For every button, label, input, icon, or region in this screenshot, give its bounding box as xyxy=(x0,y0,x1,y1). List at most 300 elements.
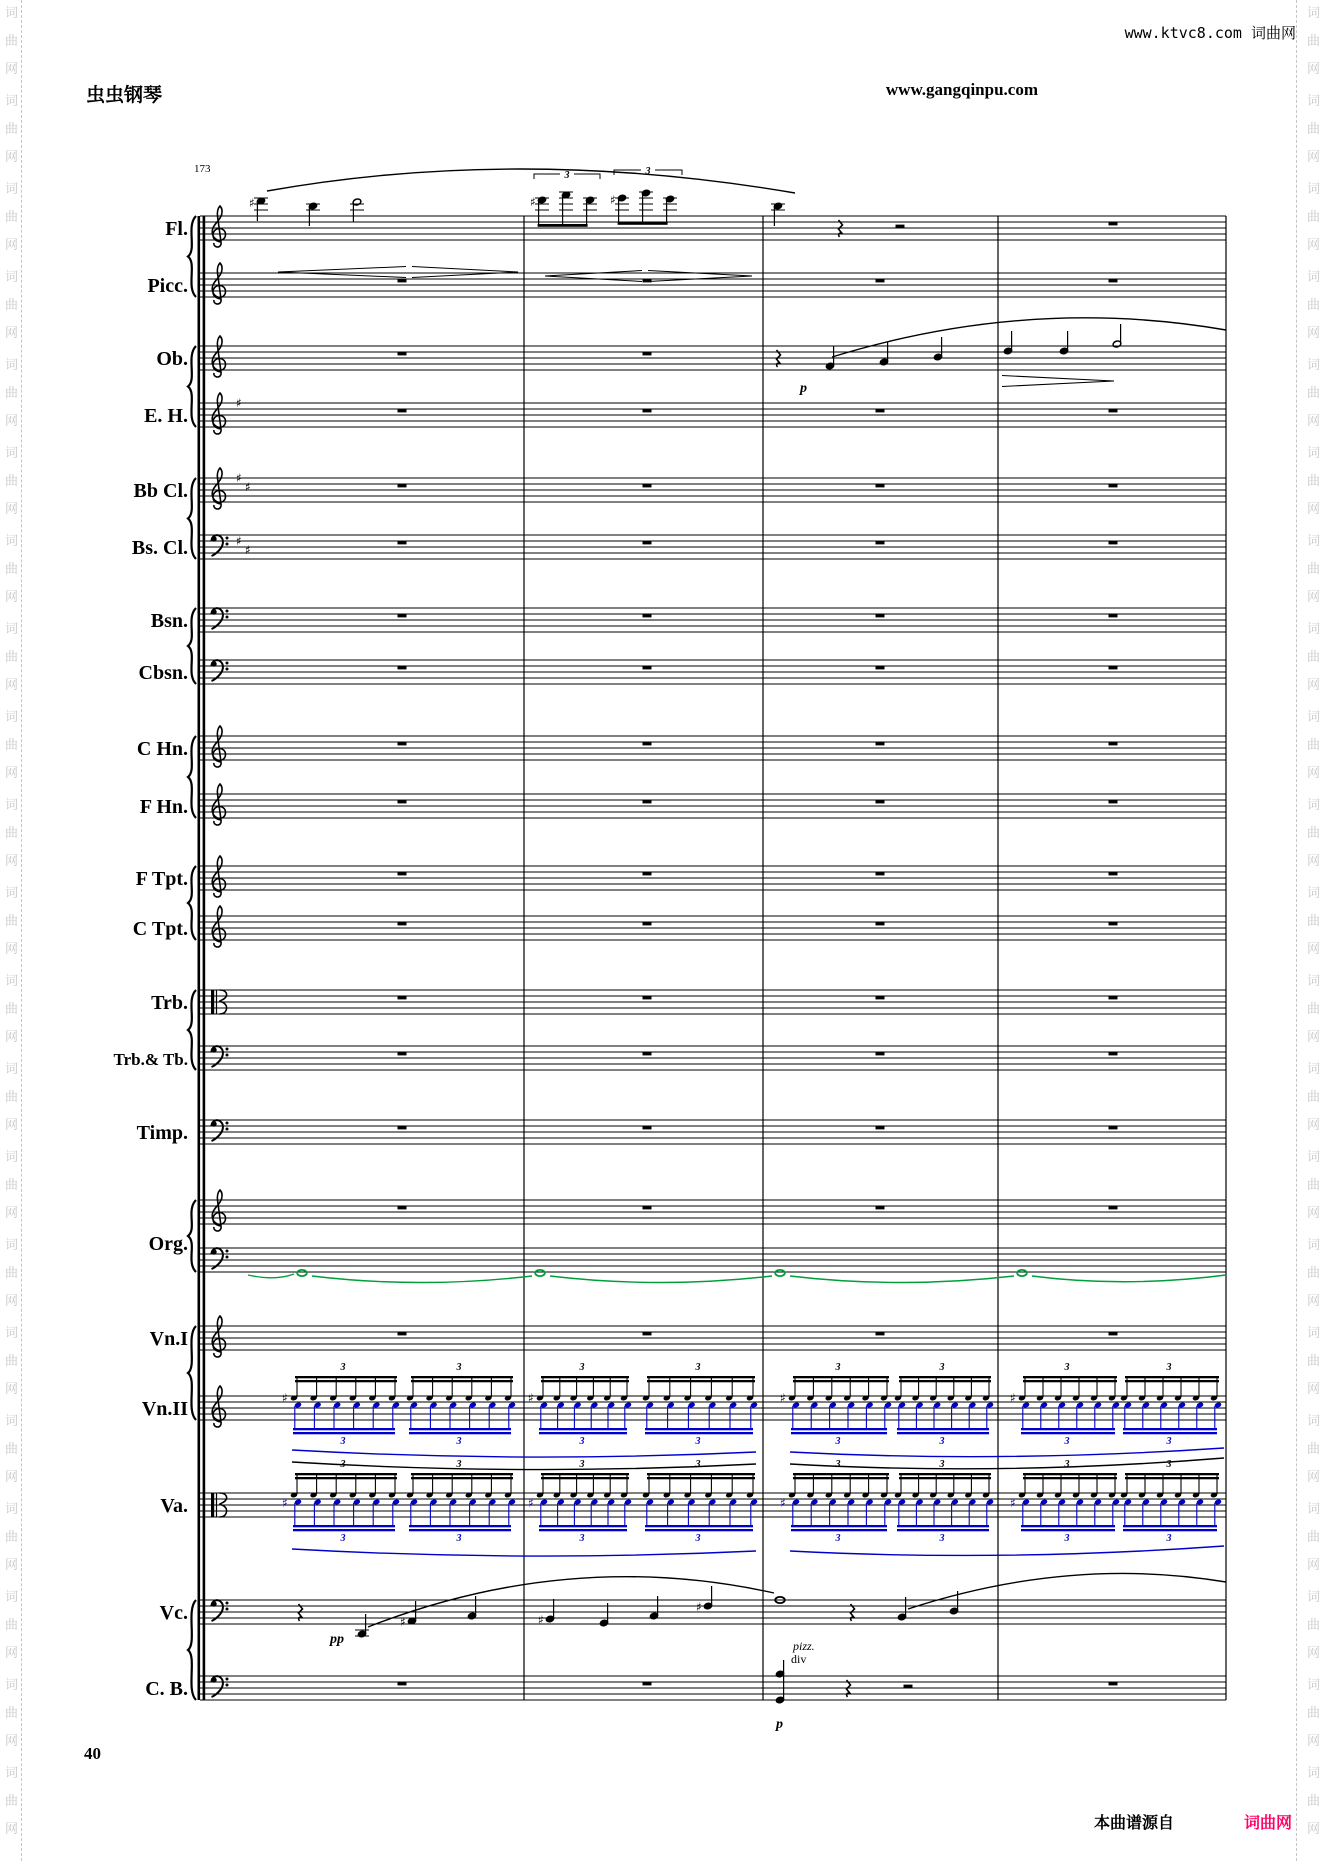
staff-label-vc: Vc. xyxy=(159,1602,188,1624)
tuplet-number: 3 xyxy=(579,1533,585,1544)
staff-label-chn: C Hn. xyxy=(136,738,188,760)
page-number: 40 xyxy=(84,1744,101,1763)
watermark-char: 网 xyxy=(5,325,19,340)
sharp-accidental: ♯ xyxy=(282,1391,288,1405)
whole-note xyxy=(1017,1270,1027,1276)
whole-note xyxy=(775,1270,785,1276)
watermark-char: 网 xyxy=(5,1469,19,1484)
sharp-accidental: ♯ xyxy=(696,1600,702,1614)
sharp-accidental: ♯ xyxy=(538,1613,544,1627)
sharp-accidental: ♯ xyxy=(249,196,255,210)
whole-rest xyxy=(643,614,652,617)
watermark-char: 词 xyxy=(1307,797,1321,812)
watermark-char: 网 xyxy=(5,1117,19,1132)
watermark-char: 词 xyxy=(1307,1237,1321,1252)
watermark-char: 曲 xyxy=(5,297,19,312)
whole-rest xyxy=(643,742,652,745)
watermark-char: 曲 xyxy=(5,473,19,488)
whole-rest xyxy=(643,800,652,803)
watermark-char: 词 xyxy=(1307,93,1321,108)
watermark-char: 曲 xyxy=(1307,1001,1321,1016)
watermark-char: 网 xyxy=(5,501,19,516)
slur xyxy=(312,1276,532,1283)
system-barline xyxy=(198,216,201,1700)
whole-note xyxy=(297,1270,307,1276)
whole-rest xyxy=(398,996,407,999)
whole-rest xyxy=(1109,872,1118,875)
whole-rest xyxy=(1109,922,1118,925)
staff-label-vn2: Vn.II xyxy=(141,1398,188,1420)
treble-clef-icon xyxy=(212,906,225,947)
whole-rest xyxy=(876,484,885,487)
beam xyxy=(538,224,588,227)
watermark-char: 曲 xyxy=(5,33,19,48)
watermark-char: 网 xyxy=(1307,1381,1321,1396)
staff-label-picc: Picc. xyxy=(147,275,188,297)
watermark-char: 网 xyxy=(5,61,19,76)
half-rest xyxy=(896,225,905,228)
tuplet-number: 3 xyxy=(835,1459,841,1470)
watermark-char: 词 xyxy=(1307,1677,1321,1692)
whole-rest xyxy=(643,996,652,999)
slur xyxy=(790,1448,1224,1457)
whole-rest xyxy=(643,1682,652,1685)
tuplet-number: 3 xyxy=(340,1533,346,1544)
staff-cb xyxy=(145,1639,1226,1732)
whole-rest xyxy=(643,666,652,669)
sharp-accidental: ♯ xyxy=(610,193,616,207)
whole-rest xyxy=(398,541,407,544)
sharp-accidental: ♯ xyxy=(530,195,536,209)
watermark-char: 词 xyxy=(1307,269,1321,284)
staff-label-timp: Timp. xyxy=(136,1122,188,1144)
whole-rest xyxy=(398,279,407,282)
whole-rest xyxy=(876,872,885,875)
watermark-char: 词 xyxy=(1307,1061,1321,1076)
staff-label-vn1: Vn.I xyxy=(149,1328,188,1350)
measure-number: 173 xyxy=(194,163,211,175)
whole-rest xyxy=(643,922,652,925)
annotation-text: p xyxy=(776,1717,783,1732)
slur xyxy=(267,169,795,193)
staff-label-bsn: Bsn. xyxy=(150,610,188,632)
whole-rest xyxy=(643,279,652,282)
whole-rest xyxy=(876,922,885,925)
whole-rest xyxy=(643,541,652,544)
whole-rest xyxy=(1109,996,1118,999)
treble-clef-icon xyxy=(212,856,225,897)
watermark-char: 曲 xyxy=(1307,1529,1321,1544)
whole-rest xyxy=(1109,1052,1118,1055)
watermark-char: 词 xyxy=(5,93,19,108)
watermark-char: 词 xyxy=(1307,709,1321,724)
tuplet-number: 3 xyxy=(1064,1436,1070,1447)
tuplet-number: 3 xyxy=(645,166,651,177)
tuplet-number: 3 xyxy=(1064,1362,1070,1373)
watermark-char: 网 xyxy=(5,677,19,692)
footer-source-label: 本曲谱源自 xyxy=(1094,1815,1175,1832)
watermark-char: 曲 xyxy=(1307,209,1321,224)
slur xyxy=(790,1276,1014,1283)
tuplet-number: 3 xyxy=(695,1533,701,1544)
watermark-char: 词 xyxy=(5,5,19,20)
beam xyxy=(618,222,668,225)
watermark-char: 词 xyxy=(5,1325,19,1340)
annotation-text: div xyxy=(791,1652,807,1666)
watermark-char: 曲 xyxy=(1307,1617,1321,1632)
whole-rest xyxy=(876,1126,885,1129)
whole-rest xyxy=(876,1332,885,1335)
watermark-char: 曲 xyxy=(5,1617,19,1632)
whole-rest xyxy=(643,1206,652,1209)
watermark-char: 网 xyxy=(1307,1205,1321,1220)
whole-rest xyxy=(643,872,652,875)
watermark-char: 网 xyxy=(1307,325,1321,340)
whole-rest xyxy=(1109,742,1118,745)
watermark-char: 网 xyxy=(5,413,19,428)
staff-timp xyxy=(137,1120,1226,1144)
watermark-char: 词 xyxy=(5,533,19,548)
slur xyxy=(790,1546,1224,1555)
staff-label-eh: E. H. xyxy=(144,405,188,427)
watermark-char: 曲 xyxy=(5,649,19,664)
whole-rest xyxy=(398,742,407,745)
tuplet-number: 3 xyxy=(695,1362,701,1373)
watermark-char: 曲 xyxy=(1307,1265,1321,1280)
tremolo-vn2 xyxy=(282,1362,1224,1457)
whole-rest xyxy=(876,742,885,745)
whole-rest xyxy=(876,800,885,803)
staff-label-ob: Ob. xyxy=(156,348,188,370)
watermark-char: 网 xyxy=(5,941,19,956)
annotation-text: pp xyxy=(330,1632,344,1647)
watermark-char: 网 xyxy=(5,237,19,252)
watermark-char: 网 xyxy=(1307,853,1321,868)
watermark-char: 曲 xyxy=(1307,1793,1321,1808)
half-rest xyxy=(904,1685,913,1688)
whole-rest xyxy=(643,1126,652,1129)
whole-rest xyxy=(398,1206,407,1209)
sharp-accidental: ♯ xyxy=(780,1391,786,1405)
treble-clef-icon xyxy=(212,1386,225,1427)
whole-rest xyxy=(398,666,407,669)
staff-orgt xyxy=(149,1190,1226,1255)
watermark-char: 曲 xyxy=(1307,1353,1321,1368)
watermark-char: 词 xyxy=(5,1589,19,1604)
watermark-char: 词 xyxy=(1307,1149,1321,1164)
whole-rest xyxy=(876,279,885,282)
staff-label-bbcl: Bb Cl. xyxy=(133,480,188,502)
tuplet-number: 3 xyxy=(579,1362,585,1373)
whole-rest xyxy=(876,541,885,544)
watermark-char: 词 xyxy=(1307,1501,1321,1516)
slur xyxy=(790,1458,1224,1469)
watermark-char: 网 xyxy=(1307,61,1321,76)
tuplet-number: 3 xyxy=(456,1362,462,1373)
whole-rest xyxy=(398,1052,407,1055)
whole-rest xyxy=(1109,279,1118,282)
watermark-char: 网 xyxy=(5,1645,19,1660)
watermark-char: 网 xyxy=(1307,765,1321,780)
watermark-char: 曲 xyxy=(5,561,19,576)
whole-rest xyxy=(1109,409,1118,412)
watermark-char: 词 xyxy=(5,885,19,900)
watermark-char: 网 xyxy=(1307,1117,1321,1132)
watermark-char: 网 xyxy=(5,1029,19,1044)
tuplet-number: 3 xyxy=(1166,1459,1172,1470)
watermark-char: 曲 xyxy=(1307,913,1321,928)
watermark-char: 曲 xyxy=(5,209,19,224)
whole-rest xyxy=(1109,1206,1118,1209)
watermark-char: 曲 xyxy=(5,1353,19,1368)
watermark-char: 词 xyxy=(1307,1765,1321,1780)
treble-clef-icon xyxy=(212,468,225,509)
whole-rest xyxy=(876,1206,885,1209)
tuplet-number: 3 xyxy=(695,1436,701,1447)
tuplet-number: 3 xyxy=(939,1533,945,1544)
slur xyxy=(550,1276,772,1283)
staff-trbtb xyxy=(114,1046,1226,1070)
whole-rest xyxy=(398,800,407,803)
staff-fhn xyxy=(140,784,1226,825)
watermark-char: 词 xyxy=(5,1237,19,1252)
watermark-char: 词 xyxy=(5,973,19,988)
watermark-char: 曲 xyxy=(5,1441,19,1456)
staff-brace xyxy=(188,478,196,559)
staff-label-ctpt: C Tpt. xyxy=(132,918,188,940)
watermark-char: 曲 xyxy=(1307,1705,1321,1720)
tuplet-number: 3 xyxy=(340,1362,346,1373)
watermark-char: 网 xyxy=(1307,1469,1321,1484)
watermark-char: 网 xyxy=(1307,1821,1321,1836)
watermark-char: 网 xyxy=(5,765,19,780)
watermark-char: 词 xyxy=(5,1413,19,1428)
staff-orgb xyxy=(200,1248,1226,1283)
watermark-char: 曲 xyxy=(5,1001,19,1016)
whole-rest xyxy=(398,484,407,487)
whole-rest xyxy=(876,666,885,669)
watermark-char: 网 xyxy=(5,1205,19,1220)
treble-clef-icon xyxy=(212,1190,225,1231)
watermark-char: 网 xyxy=(1307,1293,1321,1308)
staff-label-trbtb: Trb.& Tb. xyxy=(113,1050,188,1069)
right-margin-dashed-line xyxy=(1296,0,1297,1861)
annotation-text: p xyxy=(800,381,807,396)
watermark-char: 网 xyxy=(1307,413,1321,428)
whole-note xyxy=(535,1270,545,1276)
watermark-char: 词 xyxy=(1307,621,1321,636)
watermark-char: 网 xyxy=(1307,1645,1321,1660)
tuplet-number: 3 xyxy=(1064,1459,1070,1470)
treble-clef-icon xyxy=(212,393,225,434)
watermark-char: 词 xyxy=(1307,5,1321,20)
watermark-char: 曲 xyxy=(5,825,19,840)
watermark-char: 曲 xyxy=(1307,737,1321,752)
watermark-char: 词 xyxy=(1307,445,1321,460)
staff-bsn xyxy=(151,608,1226,632)
watermark-char: 曲 xyxy=(1307,649,1321,664)
right-watermark-column xyxy=(1307,0,1325,1861)
whole-rest xyxy=(1109,222,1118,225)
whole-rest xyxy=(643,1332,652,1335)
sharp-accidental: ♯ xyxy=(528,1496,534,1510)
watermark-char: 词 xyxy=(5,621,19,636)
watermark-char: 曲 xyxy=(1307,121,1321,136)
tuplet-number: 3 xyxy=(579,1436,585,1447)
staff-label-orgt: Org. xyxy=(148,1233,188,1255)
watermark-char: 网 xyxy=(5,589,19,604)
left-watermark-column xyxy=(5,0,23,1861)
watermark-char: 网 xyxy=(5,1821,19,1836)
staff-cbsn xyxy=(139,660,1226,684)
watermark-char: 曲 xyxy=(1307,385,1321,400)
watermark-char: 网 xyxy=(5,1733,19,1748)
whole-rest xyxy=(876,996,885,999)
staff-eh xyxy=(144,393,1226,434)
watermark-char: 词 xyxy=(5,709,19,724)
watermark-char: 网 xyxy=(1307,1029,1321,1044)
watermark-char: 网 xyxy=(1307,589,1321,604)
staff-label-cbsn: Cbsn. xyxy=(138,662,188,684)
treble-clef-icon xyxy=(212,1316,225,1357)
staff-fl xyxy=(165,166,1226,282)
staff-vn1 xyxy=(150,1316,1226,1357)
slur xyxy=(368,1577,774,1627)
watermark-char: 网 xyxy=(5,1557,19,1572)
watermark-char: 网 xyxy=(1307,501,1321,516)
slur xyxy=(1032,1275,1226,1282)
whole-rest xyxy=(1109,484,1118,487)
corner-site-label: www.ktvc8.com 词曲网 xyxy=(1124,24,1296,42)
watermark-char: 曲 xyxy=(5,1705,19,1720)
whole-rest xyxy=(1109,614,1118,617)
watermark-char: 曲 xyxy=(1307,825,1321,840)
staff-label-fhn: F Hn. xyxy=(139,796,188,818)
watermark-char: 词 xyxy=(5,445,19,460)
watermark-char: 曲 xyxy=(5,385,19,400)
hairpin xyxy=(1002,381,1114,387)
key-sharp: ♯ xyxy=(236,471,242,485)
watermark-char: 词 xyxy=(5,1765,19,1780)
treble-clef-icon xyxy=(212,263,225,304)
watermark-char: 曲 xyxy=(1307,33,1321,48)
treble-clef-icon xyxy=(212,206,225,247)
whole-rest xyxy=(1109,800,1118,803)
sharp-accidental: ♯ xyxy=(780,1496,786,1510)
whole-rest xyxy=(876,409,885,412)
staff-label-trb: Trb. xyxy=(151,992,188,1014)
tuplet-number: 3 xyxy=(939,1436,945,1447)
annotation-text: pizz. xyxy=(793,1639,815,1653)
staff-label-va: Va. xyxy=(160,1495,188,1517)
tremolo-va xyxy=(282,1458,1224,1556)
staff-brace xyxy=(188,866,196,940)
watermark-char: 曲 xyxy=(1307,1177,1321,1192)
staff-brace xyxy=(188,216,196,297)
staff-label-cb: C. B. xyxy=(145,1678,188,1700)
whole-rest xyxy=(398,1682,407,1685)
watermark-char: 网 xyxy=(5,149,19,164)
treble-clef-icon xyxy=(212,784,225,825)
whole-rest xyxy=(643,352,652,355)
site-url-label: www.gangqinpu.com xyxy=(885,80,1038,99)
whole-rest xyxy=(398,1332,407,1335)
staff-ftpt xyxy=(136,856,1226,897)
watermark-char: 词 xyxy=(5,181,19,196)
staff-brace xyxy=(188,1326,196,1420)
tuplet-number: 3 xyxy=(1166,1533,1172,1544)
staff-va xyxy=(160,1493,1226,1517)
watermark-char: 词 xyxy=(1307,357,1321,372)
whole-rest xyxy=(398,614,407,617)
staff-picc xyxy=(147,263,1226,304)
key-sharp: ♯ xyxy=(245,480,251,494)
watermark-char: 词 xyxy=(5,357,19,372)
watermark-char: 曲 xyxy=(5,1793,19,1808)
staff-label-fl: Fl. xyxy=(165,218,188,240)
sharp-accidental: ♯ xyxy=(1010,1391,1016,1405)
watermark-char: 曲 xyxy=(1307,297,1321,312)
whole-rest xyxy=(398,922,407,925)
watermark-char: 网 xyxy=(5,1381,19,1396)
watermark-char: 网 xyxy=(1307,941,1321,956)
watermark-char: 词 xyxy=(5,1501,19,1516)
sharp-accidental: ♯ xyxy=(282,1496,288,1510)
watermark-char: 网 xyxy=(1307,149,1321,164)
whole-rest xyxy=(398,1126,407,1129)
staff-trb xyxy=(151,990,1226,1014)
tuplet-number: 3 xyxy=(456,1533,462,1544)
system-barline xyxy=(203,216,206,1700)
slur xyxy=(908,1573,1226,1609)
watermark-char: 曲 xyxy=(5,1089,19,1104)
tuplet-number: 3 xyxy=(1064,1533,1070,1544)
tuplet-number: 3 xyxy=(939,1362,945,1373)
staff-label-ftpt: F Tpt. xyxy=(135,868,188,890)
staff-brace xyxy=(188,346,196,427)
tuplet-number: 3 xyxy=(695,1459,701,1470)
watermark-char: 曲 xyxy=(1307,561,1321,576)
watermark-char: 网 xyxy=(1307,677,1321,692)
key-sharp: ♯ xyxy=(245,543,251,557)
tuplet-number: 3 xyxy=(1166,1362,1172,1373)
whole-rest xyxy=(1109,541,1118,544)
key-sharp: ♯ xyxy=(236,396,242,410)
slur xyxy=(248,1274,294,1278)
watermark-char: 网 xyxy=(5,853,19,868)
brand-label: 虫虫钢琴 xyxy=(86,85,163,106)
watermark-char: 词 xyxy=(5,1061,19,1076)
whole-rest xyxy=(1109,1126,1118,1129)
staff-chn xyxy=(137,726,1226,767)
treble-clef-icon xyxy=(212,336,225,377)
watermark-char: 网 xyxy=(1307,1557,1321,1572)
tuplet-number: 3 xyxy=(835,1533,841,1544)
watermark-char: 词 xyxy=(1307,885,1321,900)
tuplet-number: 3 xyxy=(456,1459,462,1470)
watermark-char: 词 xyxy=(1307,181,1321,196)
staff-brace xyxy=(188,1600,196,1700)
watermark-char: 曲 xyxy=(1307,1089,1321,1104)
tuplet-number: 3 xyxy=(456,1436,462,1447)
whole-rest xyxy=(643,1052,652,1055)
tuplet-number: 3 xyxy=(835,1436,841,1447)
tuplet-number: 3 xyxy=(939,1459,945,1470)
watermark-char: 曲 xyxy=(1307,1441,1321,1456)
tuplet-number: 3 xyxy=(340,1436,346,1447)
watermark-char: 词 xyxy=(5,1149,19,1164)
watermark-char: 网 xyxy=(5,1293,19,1308)
